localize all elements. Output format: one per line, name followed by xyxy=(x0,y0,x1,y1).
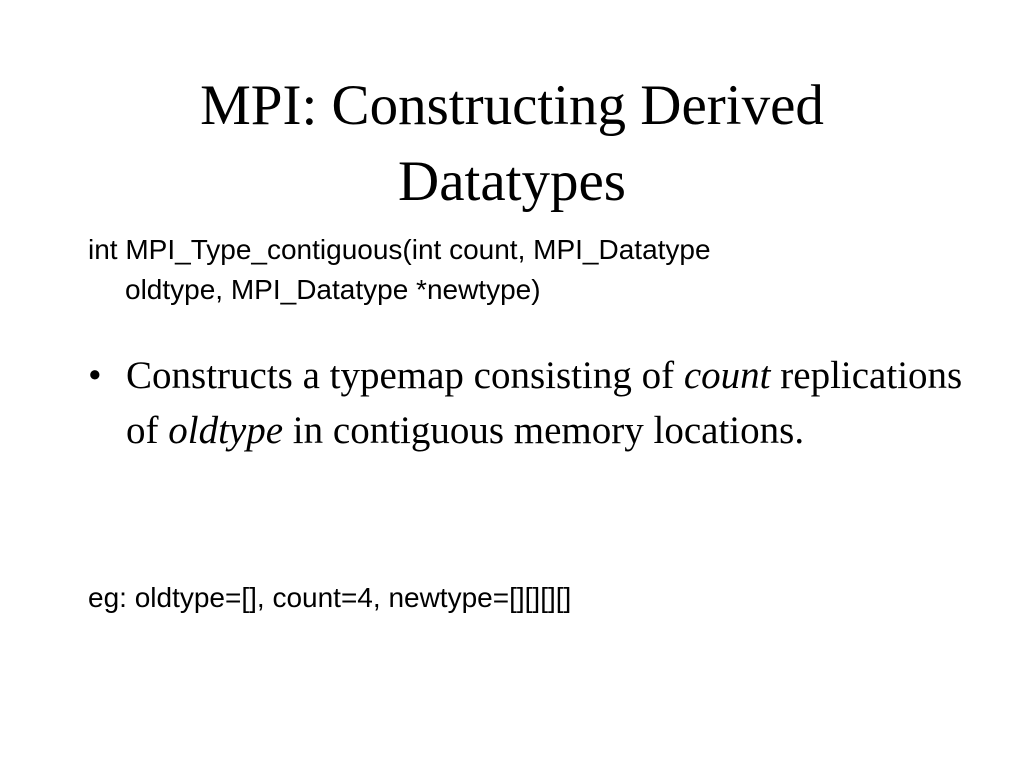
bullet-text-part-3: in contiguous memory locations. xyxy=(283,409,805,452)
bullet-text-part-1: Constructs a typemap consisting of xyxy=(126,354,684,397)
bullet-text-part-2: replications of xyxy=(126,354,963,452)
slide-title xyxy=(0,68,1024,220)
slide-title-line-2: Datatypes xyxy=(398,150,626,213)
bullet-marker: • xyxy=(88,354,102,397)
function-signature xyxy=(88,230,948,310)
bullet-item xyxy=(88,348,968,458)
bullet-emphasis-count: count xyxy=(683,354,771,397)
bullet-text xyxy=(126,348,968,458)
function-signature-line-1: int MPI_Type_contiguous(int count, MPI_Datatype xyxy=(88,234,711,265)
example-line: eg: oldtype=[], count=4, newtype=[][][][] xyxy=(88,582,572,613)
bullet-emphasis-oldtype: oldtype xyxy=(168,409,284,452)
function-signature-line-2: oldtype, MPI_Datatype *newtype) xyxy=(125,274,541,305)
slide-title-line-1: MPI: Constructing Derived xyxy=(200,74,824,137)
